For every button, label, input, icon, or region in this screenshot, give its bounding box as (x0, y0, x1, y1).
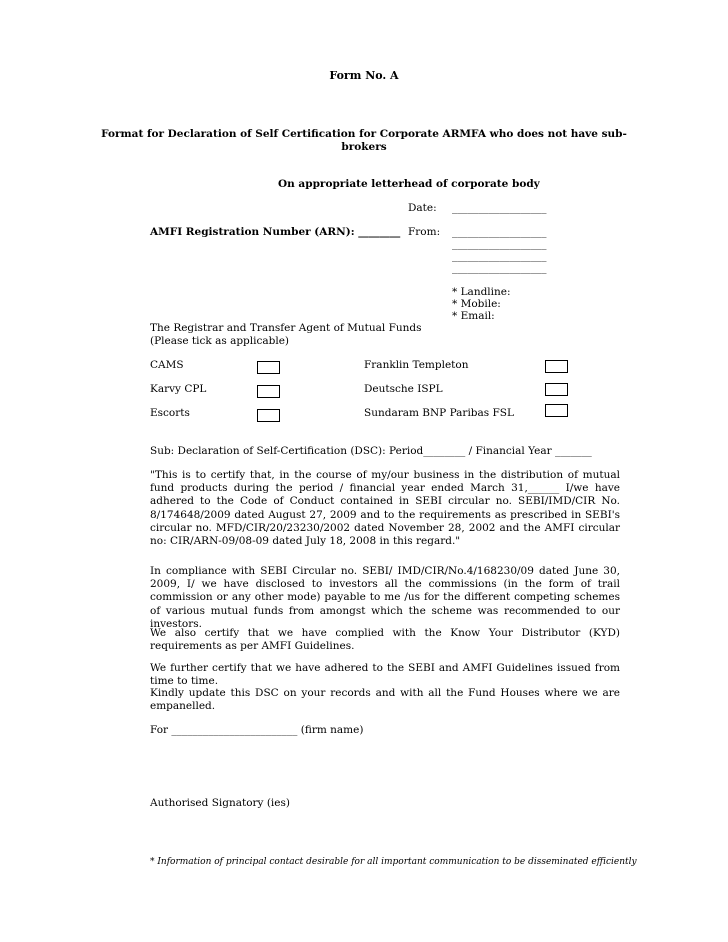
from-address-blanks (452, 226, 547, 274)
form-title: Form No. A (329, 69, 399, 82)
subject-line: Sub: Declaration of Self-Certification (DSC): Period________ / Financial Year _______ (150, 445, 592, 457)
agent-franklin-checkbox[interactable] (545, 360, 568, 373)
form-subtitle-line2: brokers (341, 141, 387, 153)
from-line-3: __________________ (452, 250, 547, 262)
registrar-heading: The Registrar and Transfer Agent of Mutual Funds (150, 322, 422, 334)
agent-cams-label: CAMS (150, 359, 184, 371)
agent-cams-checkbox[interactable] (257, 361, 280, 374)
agent-escorts-checkbox[interactable] (257, 409, 280, 422)
form-subtitle-line1: Format for Declaration of Self Certification for Corporate ARMFA who does not have sub- (101, 128, 627, 140)
agent-deutsche-checkbox[interactable] (545, 383, 568, 396)
agent-franklin-label: Franklin Templeton (364, 359, 469, 371)
contact-landline: * Landline: (452, 286, 511, 298)
contact-footnote: * Information of principal contact desirable for all important communication to be disseminated efficiently (150, 857, 637, 867)
contact-mobile: * Mobile: (452, 298, 501, 310)
firm-name-line: For ________________________ (firm name) (150, 724, 364, 736)
contact-email: * Email: (452, 310, 495, 322)
agent-karvy-label: Karvy CPL (150, 383, 207, 395)
commission-disclosure-paragraph: In compliance with SEBI Circular no. SEBI/ IMD/CIR/No.4/168230/09 dated June 30, 2009, I/ we have disclosed to investors all the commissions (in the form of trail commission or any other mode) payable to me /us for the different competing schemes of various mutual funds from amongst which the scheme was recommended to our investors. (150, 565, 620, 630)
from-line-2: __________________ (452, 238, 547, 250)
update-request-paragraph: Kindly update this DSC on your records and with all the Fund Houses where we are empanelled. (150, 687, 620, 713)
from-label: From: (408, 226, 441, 238)
agent-deutsche-label: Deutsche ISPL (364, 383, 443, 395)
certification-paragraph: "This is to certify that, in the course of my/our business in the distribution of mutual fund products during the period / financial year ended March 31,______ I/we have adhered to the Code of Conduct contained in SEBI circular no. SEBI/IMD/CIR No. 8/174648/2009 dated August 27, 2009 and to the requirements as prescribed in SEBI's circular no. MFD/CIR/20/23230/2002 dated November 28, 2002 and the AMFI circular no: CIR/ARN-09/08-09 dated July 18, 2008 in this regard." (150, 469, 620, 548)
date-blank: __________________ (452, 202, 547, 214)
agent-escorts-label: Escorts (150, 407, 190, 419)
guidelines-paragraph: We further certify that we have adhered to the SEBI and AMFI Guidelines issued from time to time. (150, 662, 620, 688)
from-line-4: __________________ (452, 262, 547, 274)
kyd-paragraph: We also certify that we have complied with the Know Your Distributor (KYD) requirements as per AMFI Guidelines. (150, 627, 620, 653)
arn-label: AMFI Registration Number (ARN): ________ (150, 226, 401, 238)
letterhead-note: On appropriate letterhead of corporate body (278, 178, 540, 190)
agent-sundaram-label: Sundaram BNP Paribas FSL (364, 407, 514, 419)
authorised-signatory: Authorised Signatory (ies) (150, 797, 290, 809)
registrar-instruction: (Please tick as applicable) (150, 335, 290, 347)
contact-block (452, 286, 511, 322)
from-line-1: __________________ (452, 226, 547, 238)
date-label: Date: (408, 202, 437, 214)
agent-sundaram-checkbox[interactable] (545, 404, 568, 417)
agent-karvy-checkbox[interactable] (257, 385, 280, 398)
